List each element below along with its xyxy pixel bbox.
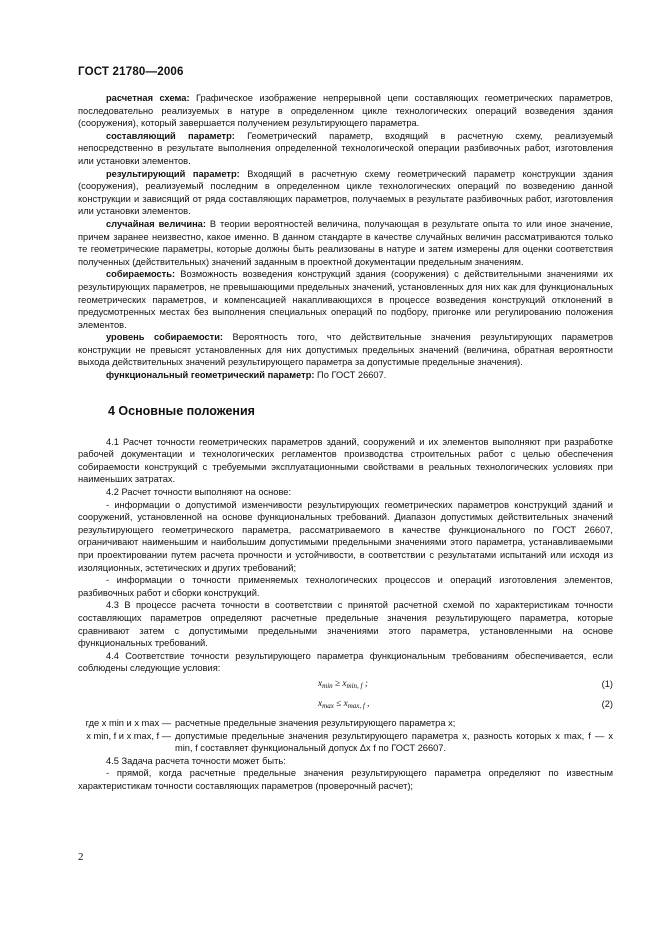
term-name: результирующий параметр: <box>106 168 240 179</box>
term-name: уровень собираемости: <box>106 332 224 343</box>
term-definition: Входящий в расчетную схему геометрический параметр конструкции здания (сооружения), реализуемый последним в определенном цикле технологических операций по возведению данной конструкции и зависящий от ряда составляющих параметров, получаемых в результате разбивочных работ, изготовления или установки элементов. <box>78 168 613 217</box>
term-definition: Возможность возведения конструкций здания (сооружения) с действительными значениями их результирующих параметров, не превышающими предельных значений, установленных для них как для функциональных геометрических параметров, и компенсацией накапливающихся в процессе возведения конструкций отклонений в предусмотренных местах без выполнения специальных операций по подбору, пригонке или регулированию положения элементов. <box>78 269 613 330</box>
where-explanation <box>78 717 613 755</box>
where-symbols: x min, f и x max, f — <box>86 730 171 741</box>
term-entry <box>78 369 613 382</box>
formula-number: (2) <box>601 698 613 709</box>
where-symbols: где x min и x max — <box>85 717 171 728</box>
term-entry <box>78 331 613 369</box>
term-definition: По ГОСТ 26607. <box>314 370 387 381</box>
term-name: функциональный геометрический параметр: <box>106 370 315 381</box>
clause-paragraph: 4.1 Расчет точности геометрических параметров зданий, сооружений и их элементов выполняют при разработке рабочей документации и технологических регламентов производства строительных работ с целью обеспечения собираемости конструкций с требуемыми эксплуатационными свойствами в реальных технологических условиях при наименьших затратах. <box>78 436 613 485</box>
clause-paragraph: 4.2 Расчет точности выполняют на основе: <box>106 487 292 498</box>
clause-paragraph: - прямой, когда расчетные предельные значения результирующего параметра определяют по известным характеристикам точности составляющих параметров (проверочный расчет); <box>78 768 613 791</box>
term-definition: Геометрический параметр, входящий в расчетную схему, реализуемый непосредственно в результате выполнения определенной технологической операции разбивочных работ, изготовления или установки элементов. <box>78 130 613 166</box>
page-number: 2 <box>78 851 84 863</box>
terms-list <box>78 92 613 382</box>
where-meaning: допустимые предельные значения результирующего параметра x, разность которых x max, f — x min, f составляет функциональный допуск Δx f по ГОСТ 26607. <box>175 730 613 754</box>
where-meaning: расчетные предельные значения результирующего параметра x; <box>175 717 456 728</box>
term-definition: В теории вероятностей величина, получающая в результате опыта то или иное значение, причем заранее неизвестно, какое именно. В данном стандарте в качестве случайных величин рассматриваются только те геометрические параметры, которые должны быть реализованы в натуре и затем измерены для оценки соответствия полученных (действительных) значений заданным в проектной документации предельным значениям. <box>78 218 613 267</box>
clause-paragraph: - информации о допустимой изменчивости результирующих геометрических параметров конструкций зданий и сооружений, установленной на основе функциональных требований. Диапазон допустимых действительных значений результирующего геометрического параметра, рассматриваемого в качестве функционального по ГОСТ 26607, ограничивают наименьшим и наибольшим допустимыми предельными значениями этого параметра, устанавливаемыми при проектировании путем расчета прочности и устойчивости, в соответствии с результатами испытаний или исходя из изоляционных, эстетических и других требований; <box>78 499 613 573</box>
formula-number: (1) <box>601 678 613 689</box>
term-name: собираемость: <box>106 269 176 280</box>
term-definition: Графическое изображение непрерывной цепи составляющих геометрических параметров, последовательно реализуемых в натуре в определенном цикле технологических операций возведения здания (сооружения), который завершается получением результирующего параметра. <box>78 93 613 129</box>
formula-expression: $x_{max} \le x_{max, f}$ , <box>318 698 370 710</box>
term-name: случайная величина: <box>106 218 206 229</box>
document-body <box>78 92 613 793</box>
clause-paragraph: 4.5 Задача расчета точности может быть: <box>106 755 286 766</box>
term-entry <box>78 168 613 218</box>
where-row <box>78 717 613 730</box>
clause-paragraph: 4.3 В процессе расчета точности в соответствии с принятой расчетной схемой по характеристикам точности составляющих параметров определяют расчетные предельные значения результирующего параметра, которые сравнивают затем с допустимыми предельными значениями этого параметра, установленными на основе функциональных требований. <box>78 600 613 649</box>
formula <box>78 695 613 715</box>
document-header: ГОСТ 21780—2006 <box>78 66 184 78</box>
formula <box>78 675 613 695</box>
term-entry <box>78 218 613 268</box>
term-entry <box>78 130 613 168</box>
term-definition: Вероятность того, что действительные значения результирующих параметров конструкции не превысят установленных для них допустимых предельных значений (величина, обратная вероятности выхода действительных значений результирующего параметра за допустимые предельные значения). <box>78 332 614 368</box>
term-name: расчетная схема: <box>106 93 190 103</box>
term-entry <box>78 268 613 331</box>
where-row <box>78 730 613 755</box>
clause-paragraph: 4.4 Соответствие точности результирующего параметра функциональным требованиям обеспечивается, если соблюдены следующие условия: <box>78 650 613 674</box>
term-entry <box>78 92 613 130</box>
clause-paragraph: - информации о точности применяемых технологических процессов и операций изготовления элементов, разбивочных работ и сборки конструкций. <box>78 575 613 598</box>
term-name: составляющий параметр: <box>106 130 235 141</box>
formula-expression: $x_{min} \ge x_{min, f}$ ; <box>318 678 368 690</box>
section-title: 4 Основные положения <box>108 403 255 418</box>
